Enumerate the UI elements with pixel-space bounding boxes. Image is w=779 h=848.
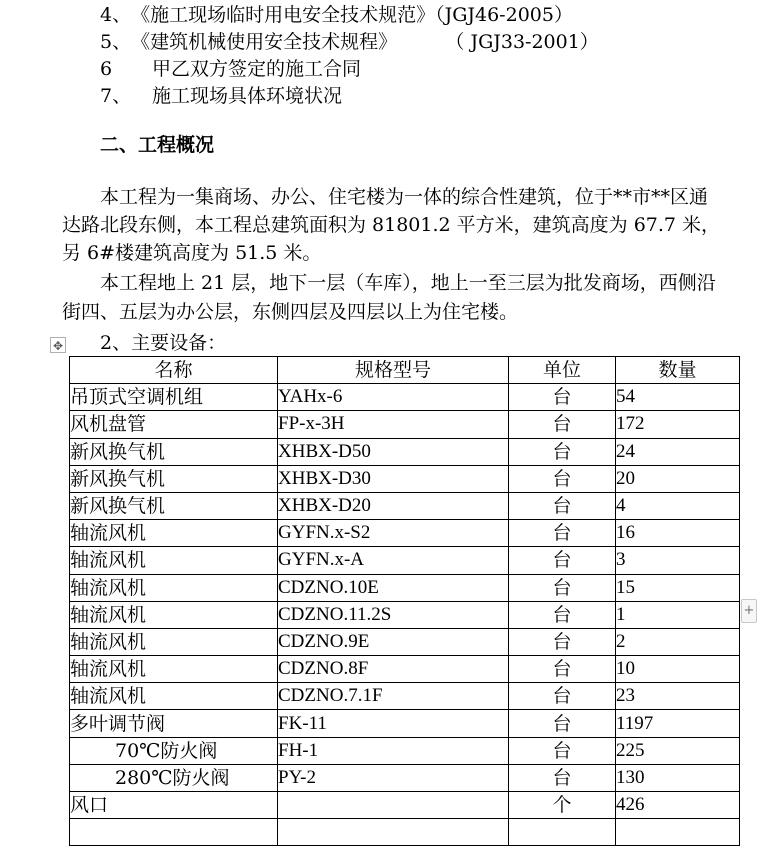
cell-unit: 个 (509, 792, 616, 819)
overview-line: 本工程为一集商场、办公、住宅楼为一体的综合性建筑，位于**市**区通 (100, 186, 709, 208)
overview-line: 街四、五层为办公层，东侧四层及四层以上为住宅楼。 (62, 301, 519, 323)
table-row (70, 792, 740, 819)
cell-unit: 台 (509, 465, 616, 492)
cell-name: 轴流风机 (70, 683, 278, 710)
cell-quantity: 24 (616, 438, 740, 465)
cell-spec: YAHx-6 (278, 384, 509, 411)
table-row (70, 683, 740, 710)
cell-unit: 台 (509, 628, 616, 655)
equipment-table (69, 356, 740, 846)
reference-text: 《施工现场临时用电安全技术规范》（JGJ46-2005） (131, 4, 573, 26)
cell-spec: PY-2 (278, 764, 509, 791)
header-unit: 单位 (509, 357, 616, 384)
table-row (70, 737, 740, 764)
cell-unit: 台 (509, 656, 616, 683)
cell-quantity: 1 (616, 601, 740, 628)
table-row (70, 628, 740, 655)
table-row (70, 384, 740, 411)
cell-spec: FP-x-3H (278, 411, 509, 438)
cell-unit: 台 (509, 737, 616, 764)
cell-spec (278, 792, 509, 819)
reference-number: 5、 (100, 31, 132, 53)
cell-spec: CDZNO.9E (278, 628, 509, 655)
table-row (70, 411, 740, 438)
cell-unit: 台 (509, 520, 616, 547)
reference-item (100, 57, 361, 81)
cell-name: 轴流风机 (70, 574, 278, 601)
reference-text: 甲乙双方签定的施工合同 (152, 58, 362, 80)
table-header-row (70, 357, 740, 384)
cell-unit (509, 819, 616, 846)
reference-number: 6 (100, 58, 113, 80)
cell-name: 多叶调节阀 (70, 710, 278, 737)
cell-unit: 台 (509, 574, 616, 601)
cell-unit: 台 (509, 492, 616, 519)
overview-line: 达路北段东侧，本工程总建筑面积为 81801.2 平方米，建筑高度为 67.7 米， (62, 214, 721, 236)
cell-unit: 台 (509, 438, 616, 465)
cell-spec: CDZNO.7.1F (278, 683, 509, 710)
cell-spec: FH-1 (278, 737, 509, 764)
cell-spec: XHBX-D30 (278, 465, 509, 492)
cell-name: 风机盘管 (70, 411, 278, 438)
add-column-icon[interactable]: + (741, 599, 757, 623)
cell-unit: 台 (509, 710, 616, 737)
cell-unit: 台 (509, 764, 616, 791)
cell-spec: FK-11 (278, 710, 509, 737)
table-row (70, 520, 740, 547)
cell-spec: GYFN.x-A (278, 547, 509, 574)
cell-name: 风口 (70, 792, 278, 819)
reference-item (100, 84, 342, 108)
cell-spec: XHBX-D20 (278, 492, 509, 519)
cell-quantity: 2 (616, 628, 740, 655)
cell-unit: 台 (509, 683, 616, 710)
cell-spec: CDZNO.11.2S (278, 601, 509, 628)
cell-unit: 台 (509, 601, 616, 628)
table-row (70, 547, 740, 574)
table-row (70, 710, 740, 737)
reference-number: 7、 (100, 85, 132, 107)
cell-spec (278, 819, 509, 846)
table-row (70, 764, 740, 791)
section-heading: 二、工程概况 (100, 134, 215, 156)
reference-item (100, 30, 599, 54)
cell-name (70, 819, 278, 846)
cell-quantity: 54 (616, 384, 740, 411)
cell-spec: CDZNO.8F (278, 656, 509, 683)
cell-name: 280℃防火阀 (70, 764, 278, 791)
cell-quantity: 1197 (616, 710, 740, 737)
cell-quantity: 4 (616, 492, 740, 519)
table-row (70, 574, 740, 601)
cell-name: 轴流风机 (70, 628, 278, 655)
table-row (70, 492, 740, 519)
cell-quantity: 3 (616, 547, 740, 574)
cell-spec: GYFN.x-S2 (278, 520, 509, 547)
cell-unit: 台 (509, 384, 616, 411)
header-name: 名称 (70, 357, 278, 384)
cell-name: 轴流风机 (70, 520, 278, 547)
overview-line: 另 6#楼建筑高度为 51.5 米。 (62, 242, 322, 264)
cell-unit: 台 (509, 411, 616, 438)
cell-quantity: 10 (616, 656, 740, 683)
cell-unit: 台 (509, 547, 616, 574)
overview-line: 本工程地上 21 层，地下一层（车库），地上一至三层为批发商场，西侧沿 (100, 272, 716, 294)
reference-text: 施工现场具体环境状况 (152, 85, 343, 107)
cell-name: 吊顶式空调机组 (70, 384, 278, 411)
reference-number: 4、 (100, 4, 132, 26)
table-row (70, 438, 740, 465)
cell-spec: XHBX-D50 (278, 438, 509, 465)
header-spec: 规格型号 (278, 357, 509, 384)
cell-name: 70℃防火阀 (70, 737, 278, 764)
cell-quantity: 130 (616, 764, 740, 791)
equipment-heading: 2、主要设备： (100, 332, 227, 354)
cell-quantity: 20 (616, 465, 740, 492)
reference-item (100, 3, 573, 27)
cell-name: 轴流风机 (70, 547, 278, 574)
cell-quantity: 225 (616, 737, 740, 764)
cell-name: 轴流风机 (70, 601, 278, 628)
table-move-handle-icon[interactable]: ✥ (50, 337, 66, 353)
cell-quantity: 172 (616, 411, 740, 438)
cell-quantity: 16 (616, 520, 740, 547)
table-row (70, 656, 740, 683)
reference-text: 《建筑机械使用安全技术规程》 （ JGJ33-2001） (131, 31, 599, 53)
cell-name: 新风换气机 (70, 492, 278, 519)
cell-quantity: 426 (616, 792, 740, 819)
cell-quantity (616, 819, 740, 846)
table-row (70, 601, 740, 628)
cell-quantity: 15 (616, 574, 740, 601)
cell-name: 轴流风机 (70, 656, 278, 683)
cell-quantity: 23 (616, 683, 740, 710)
cell-name: 新风换气机 (70, 465, 278, 492)
table-row (70, 819, 740, 846)
table-row (70, 465, 740, 492)
cell-name: 新风换气机 (70, 438, 278, 465)
cell-spec: CDZNO.10E (278, 574, 509, 601)
header-quantity: 数量 (616, 357, 740, 384)
